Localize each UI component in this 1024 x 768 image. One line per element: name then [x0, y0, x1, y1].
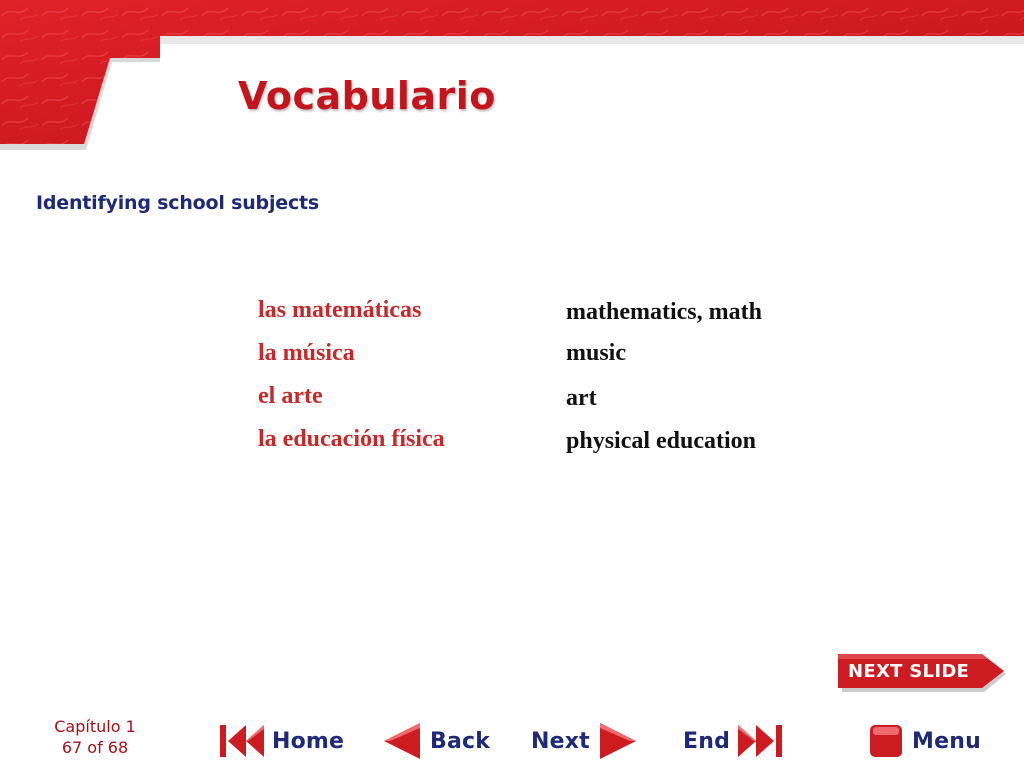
- vocab-term: las matemáticas: [258, 297, 422, 323]
- back-button[interactable]: [380, 718, 490, 764]
- left-arrow-icon: [380, 721, 424, 761]
- vocab-term: la educación física: [258, 426, 445, 452]
- banner-shape: [0, 0, 1024, 160]
- chapter-label: Capítulo 1: [54, 717, 136, 736]
- right-arrow-icon: [596, 721, 640, 761]
- double-left-arrow-icon: [218, 721, 268, 761]
- section-subtitle: Identifying school subjects: [36, 192, 320, 214]
- next-button[interactable]: [531, 718, 640, 764]
- end-button[interactable]: [683, 718, 784, 764]
- home-button[interactable]: [218, 718, 344, 764]
- end-label: End: [683, 728, 731, 754]
- page-counter: 67 of 68: [61, 738, 129, 757]
- vocab-term: el arte: [258, 383, 323, 409]
- next-slide-button[interactable]: [838, 652, 1010, 694]
- double-right-arrow-icon: [734, 721, 784, 761]
- next-label: Next: [531, 728, 590, 754]
- vocab-translation: mathematics, math: [566, 299, 762, 325]
- vocab-translation: physical education: [566, 428, 757, 454]
- page-title: Vocabulario: [238, 74, 496, 118]
- header-banner: [0, 0, 1024, 160]
- menu-label: Menu: [912, 728, 981, 754]
- chapter-indicator: [40, 716, 150, 758]
- menu-square-icon: [868, 723, 904, 759]
- next-slide-label: NEXT SLIDE: [848, 661, 970, 682]
- vocab-term: la música: [258, 340, 355, 366]
- back-label: Back: [430, 728, 491, 754]
- vocab-translation: music: [566, 340, 626, 366]
- home-label: Home: [272, 728, 345, 754]
- menu-button[interactable]: [868, 718, 981, 764]
- vocab-translation: art: [566, 385, 597, 411]
